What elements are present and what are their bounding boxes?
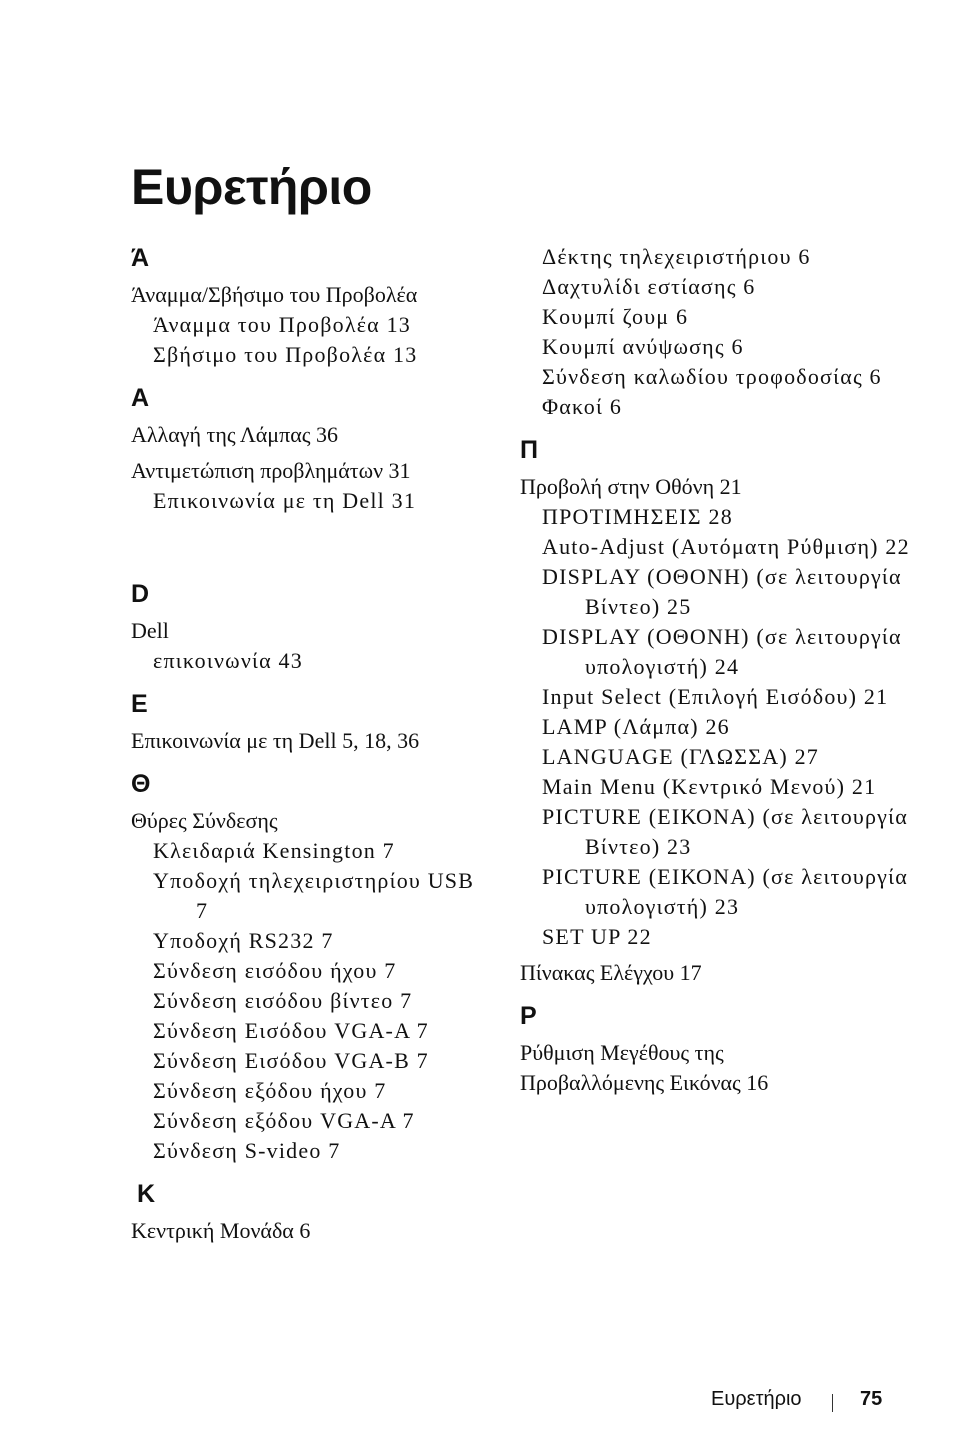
index-subentry: Main Menu (Κεντρικό Μενού) 21 [542, 774, 877, 799]
index-subentry: Σύνδεση S-video 7 [153, 1138, 341, 1163]
section-letter: Π [520, 436, 539, 464]
index-entry: Πίνακας Ελέγχου 17 [520, 960, 702, 985]
index-subentry: Σύνδεση καλωδίου τροφοδοσίας 6 [542, 364, 882, 389]
index-entry: Επικοινωνία με τη Dell 5, 18, 36 [131, 728, 420, 753]
index-subentry: Auto-Adjust (Αυτόματη Ρύθμιση) 22 [542, 534, 910, 559]
index-subentry: SET UP 22 [542, 924, 652, 949]
section-letter: Ε [131, 690, 148, 718]
index-subentry: Κλειδαριά Kensington 7 [153, 838, 395, 863]
index-subentry: επικοινωνία 43 [153, 648, 303, 673]
index-column-right [520, 242, 920, 1098]
index-entry: Θύρες Σύνδεσης [131, 808, 278, 833]
index-subentry: ΠΡΟΤΙΜΗΣΕΙΣ 28 [542, 504, 733, 529]
footer-section-label: Ευρετήριο [711, 1388, 802, 1410]
index-subentry: Σύνδεση εξόδου ήχου 7 [153, 1078, 387, 1103]
index-subentry: Επικοινωνία με τη Dell 31 [153, 488, 417, 513]
index-subentry: Σύνδεση εξόδου VGA-A 7 [153, 1108, 415, 1133]
page-footer [0, 1386, 954, 1416]
index-subentry: Σύνδεση εισόδου βίντεο 7 [153, 988, 413, 1013]
index-subentry: DISPLAY (ΟΘΟΝΗ) (σε λειτουργία Βίντεο) 25 [542, 564, 902, 619]
index-subentry: Σβήσιμο του Προβολέα 13 [153, 342, 418, 367]
index-subentry: Υποδοχή RS232 7 [153, 928, 334, 953]
index-entry: Άναμμα/Σβήσιμο του Προβολέα [131, 282, 418, 307]
section-letter: Ρ [520, 1002, 537, 1030]
page-title: Ευρετήριο [131, 159, 372, 215]
index-subentry: LAMP (Λάμπα) 26 [542, 714, 730, 739]
index-subentry: Σύνδεση Εισόδου VGA-B 7 [153, 1048, 429, 1073]
index-subentry: Σύνδεση εισόδου ήχου 7 [153, 958, 397, 983]
index-column-left [131, 240, 491, 1246]
index-subentry: Σύνδεση Εισόδου VGA-A 7 [153, 1018, 429, 1043]
index-subentry: PICTURE (ΕΙΚΟΝΑ) (σε λειτουργία υπολογιστή) 23 [542, 864, 908, 919]
section-letter: Α [131, 384, 150, 412]
section-letter: Κ [137, 1180, 156, 1208]
section-letter: Θ [131, 770, 151, 798]
index-subentry: Δαχτυλίδι εστίασης 6 [542, 274, 756, 299]
index-subentry: PICTURE (ΕΙΚΟΝΑ) (σε λειτουργία Βίντεο) 23 [542, 804, 908, 859]
index-entry: Αντιμετώπιση προβλημάτων 31 [131, 458, 411, 483]
page-number: 75 [860, 1388, 883, 1410]
section-letter: D [131, 580, 150, 608]
section-letter: Ά [131, 244, 150, 272]
index-subentry: Input Select (Επιλογή Εισόδου) 21 [542, 684, 889, 709]
index-subentry: LANGUAGE (ΓΛΩΣΣΑ) 27 [542, 744, 819, 769]
index-entry: Ρύθμιση Μεγέθους της Προβαλλόμενης Εικόνας 16 [520, 1040, 769, 1095]
footer-divider [832, 1394, 833, 1412]
index-entry: Dell [131, 618, 169, 643]
index-entry: Προβολή στην Οθόνη 21 [520, 474, 742, 499]
index-subentry: Φακοί 6 [542, 394, 623, 419]
index-subentry: Άναμμα του Προβολέα 13 [153, 312, 411, 337]
index-subentry: Υποδοχή τηλεχειριστηρίου USB 7 [153, 868, 475, 923]
index-subentry: Κουμπί ζουμ 6 [542, 304, 689, 329]
index-entry: Κεντρική Μονάδα 6 [131, 1218, 311, 1243]
index-subentry: Κουμπί ανύψωσης 6 [542, 334, 744, 359]
index-subentry: DISPLAY (ΟΘΟΝΗ) (σε λειτουργία υπολογιστή) 24 [542, 624, 902, 679]
index-subentry: Δέκτης τηλεχειριστήριου 6 [542, 244, 811, 269]
index-entry: Αλλαγή της Λάμπας 36 [131, 422, 338, 447]
